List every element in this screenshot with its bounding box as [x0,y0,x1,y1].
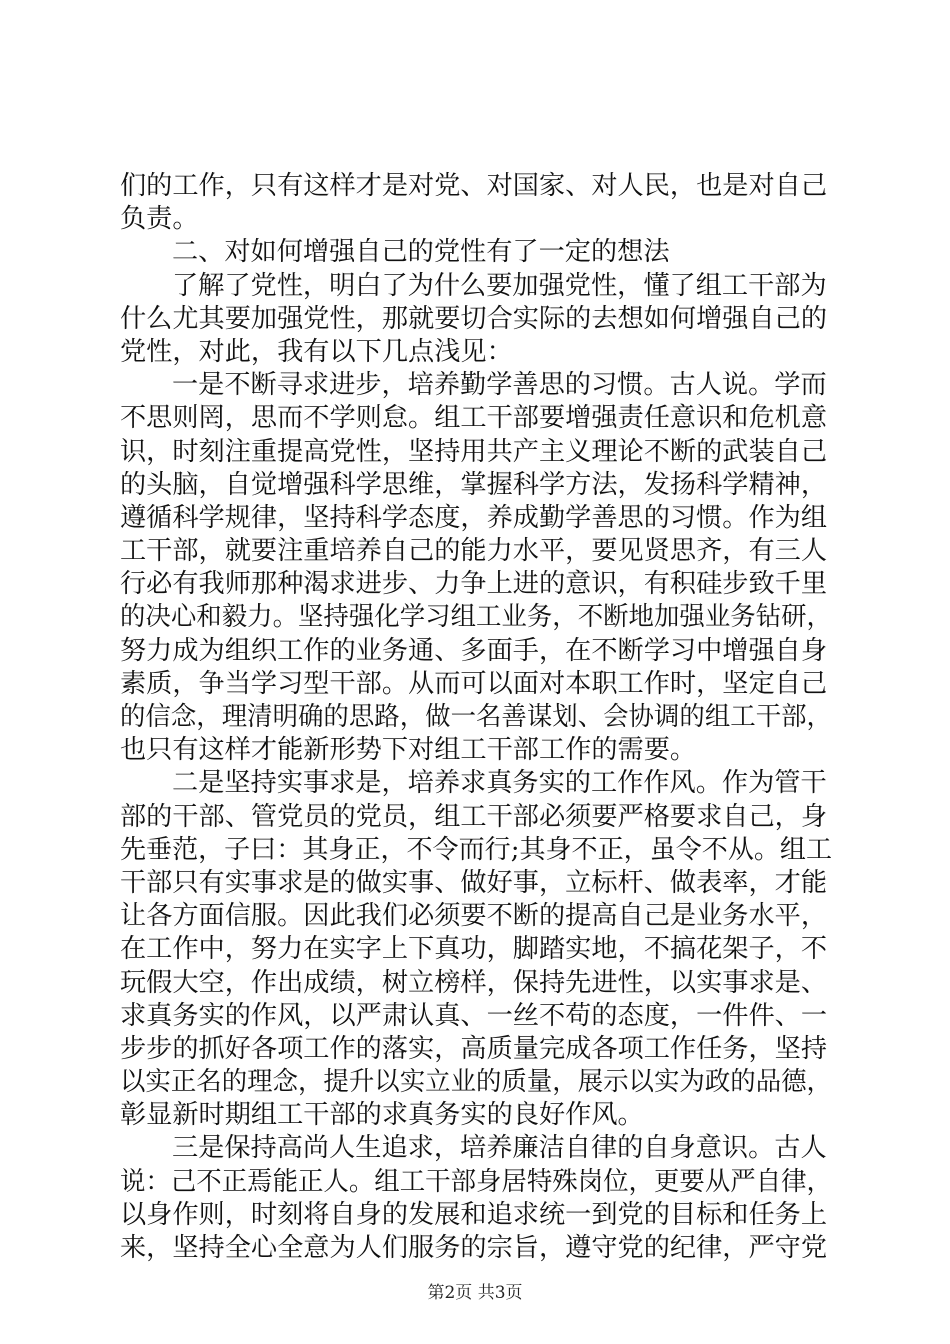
text-line: 彰显新时期组工干部的求真务实的良好作风。 [120,1100,644,1131]
text-line: 说：己不正焉能正人。组工干部身居特殊岗位，更要从严自律， [120,1166,832,1197]
text-line: 努力成为组织工作的业务通、多面手，在不断学习中增强自身 [120,635,828,666]
text-line: 部的干部、管党员的党员，组工干部必须要严格要求自己，身 [120,801,828,832]
text-line: 在工作中，努力在实字上下真功，脚踏实地，不搞花架子，不 [120,934,828,965]
text-line: 先垂范，子曰：其身正，不令而行;其身不正，虽令不从。组工 [120,834,833,865]
text-line: 以身作则，时刻将自身的发展和追求统一到党的目标和任务上 [120,1199,828,1230]
text-line: 负责。 [120,204,199,235]
text-line: 求真务实的作风，以严肃认真、一丝不苟的态度，一件件、一 [120,1000,828,1031]
text-line: 让各方面信服。因此我们必须要不断的提高自己是业务水平， [120,901,828,932]
text-line: 什么尤其要加强党性，那就要切合实际的去想如何增强自己的 [120,303,828,334]
text-line: 步步的抓好各项工作的落实，高质量完成各项工作任务，坚持 [120,1033,828,1064]
text-line: 也只有这样才能新形势下对组工干部工作的需要。 [120,735,697,766]
text-line: 以实正名的理念，提升以实立业的质量，展示以实为政的品德， [120,1067,832,1098]
text-line: 来，坚持全心全意为人们服务的宗旨，遵守党的纪律，严守党 [120,1233,828,1263]
text-line: 三是保持高尚人生追求，培养廉洁自律的自身意识。古人 [172,1133,827,1164]
text-line: 们的工作，只有这样才是对党、对国家、对人民，也是对自己 [120,171,828,201]
text-line: 一是不断寻求进步，培养勤学善思的习惯。古人说。学而 [172,370,827,401]
page-footer: 第2页 共3页 [427,1283,523,1303]
text-line: 行必有我师那种渴求进步、力争上进的意识，有积硅步致千里 [120,569,828,600]
text-line: 了解了党性，明白了为什么要加强党性，懂了组工干部为 [172,270,827,301]
text-line: 二是坚持实事求是，培养求真务实的工作作风。作为管干 [172,768,827,799]
text-line: 工干部，就要注重培养自己的能力水平，要见贤思齐，有三人 [120,536,828,567]
text-line: 素质，争当学习型干部。从而可以面对本职工作时，坚定自己 [120,668,828,699]
text-line: 党性，对此，我有以下几点浅见： [120,336,513,367]
text-line: 遵循科学规律，坚持科学态度，养成勤学善思的习惯。作为组 [120,502,828,533]
document-body [120,170,832,1265]
text-line: 二、对如何增强自己的党性有了一定的想法 [172,237,670,268]
text-line: 玩假大空，作出成绩，树立榜样，保持先进性，以实事求是、 [120,967,828,998]
text-line: 的头脑，自觉增强科学思维，掌握科学方法，发扬科学精神， [120,469,828,500]
text-line: 干部只有实事求是的做实事、做好事，立标杆、做表率，才能 [120,867,828,898]
text-line: 识，时刻注重提高党性，坚持用共产主义理论不断的武装自己 [120,436,828,467]
text-line: 的信念，理清明确的思路，做一名善谋划、会协调的组工干部， [120,702,832,732]
text-line: 的决心和毅力。坚持强化学习组工业务，不断地加强业务钻研， [120,602,832,633]
text-line: 不思则罔，思而不学则怠。组工干部要增强责任意识和危机意 [120,403,828,434]
